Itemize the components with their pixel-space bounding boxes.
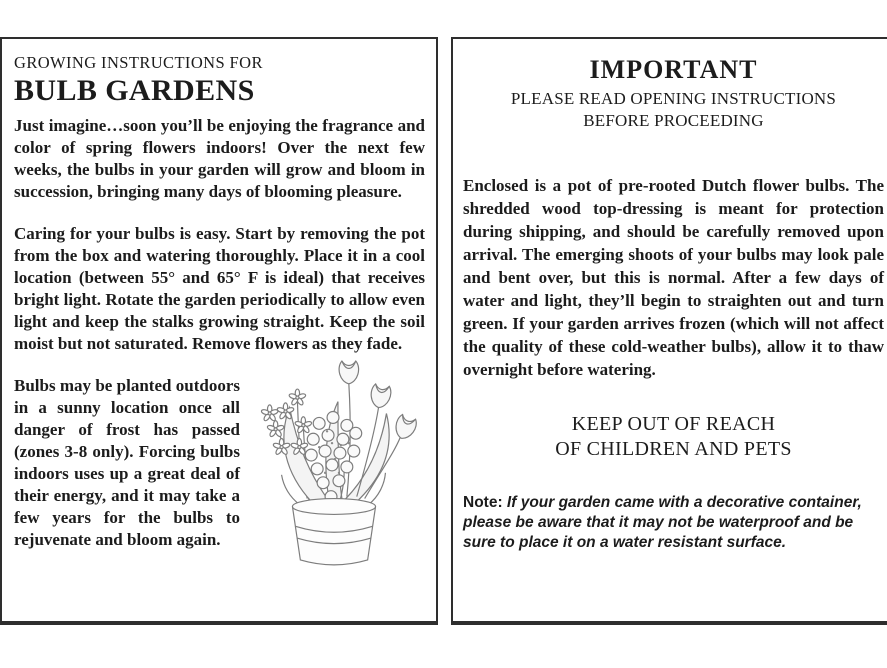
read-instructions-subheading [463,88,884,132]
left-panel [0,37,438,625]
bulb-garden-illustration [240,347,428,572]
note-text: If your garden came with a decorative container, please be aware that it may not be waterproof and be sure to place it on a water resistant surface. [463,494,862,551]
growing-instructions-eyebrow: GROWING INSTRUCTIONS FOR [14,53,263,72]
keep-out-of-reach-warning [463,412,884,462]
care-paragraph: Caring for your bulbs is easy. Start by removing the pot from the box and watering thoroughly. Place it in a cool location (between 55° and 65° F is ideal) that receives bright light. Rotate the garden periodically to allow even light and keep the stalks growing straight. Keep the soil moist but not saturated. Remove flowers as they fade. [14,224,425,353]
subheading-line-1: PLEASE READ OPENING INSTRUCTIONS [510,89,837,108]
right-panel [451,37,887,625]
note-paragraph [463,493,884,553]
warning-line-2: OF CHILDREN AND PETS [555,438,792,460]
note-label: Note: [463,494,503,511]
important-heading: IMPORTANT [589,55,758,84]
bulb-gardens-title: BULB GARDENS [14,74,255,107]
warning-line-1: KEEP OUT OF REACH [571,413,776,435]
intro-paragraph: Just imagine…soon you’ll be enjoying the fragrance and color of spring flowers indoors! Over the next few weeks, the bulbs in your garden will grow and bloom in succession, bringing many days of blooming pleasure. [14,116,425,201]
outdoor-planting-paragraph: Bulbs may be planted outdoors in a sunny location once all danger of frost has passed (zones 3-8 only). Forcing bulbs indoors uses up a great deal of their energy, and it may take a few years for the bulbs to rejuvenate and bloom again. [14,376,240,549]
bottom-row [14,375,425,572]
enclosed-bulbs-paragraph: Enclosed is a pot of pre-rooted Dutch flower bulbs. The shredded wood top-dressing is meant for protection during shipping, and should be carefully removed upon arrival. The emerging shoots of your bulbs may look pale and bent over, but this is normal. After a few days of water and light, they’ll begin to straighten out and turn green. If your garden arrives frozen (which will not affect the quality of these cold-weather bulbs), allow it to thaw overnight before watering. [463,176,884,379]
subheading-line-2: BEFORE PROCEEDING [583,111,764,130]
illustration-container [240,347,428,572]
